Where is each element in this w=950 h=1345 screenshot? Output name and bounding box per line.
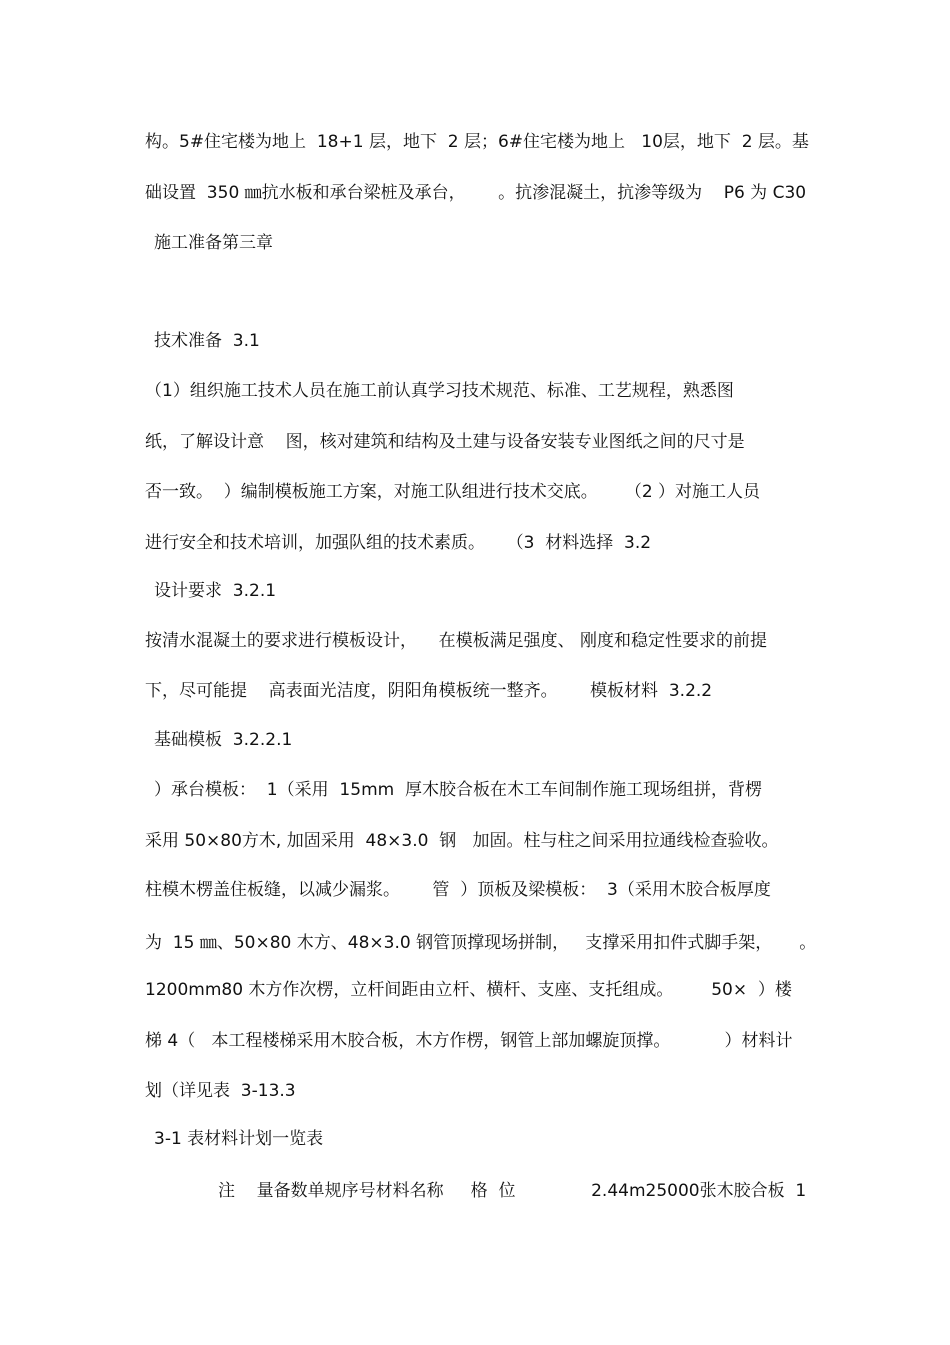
paragraph-line: 构。5#住宅楼为地上 18+1 层，地下 2 层；6#住宅楼为地上 10层，地下 2 层。基 [145,132,809,152]
table-caption: 3-1 表材料计划一览表 [154,1129,324,1149]
section-heading: 技术准备 3.1 [154,331,260,351]
paragraph-line: 柱模木楞盖住板缝，以减少漏浆。 管 ）顶板及梁模板： 3（采用木胶合板厚度 [145,880,771,900]
paragraph-line: 否一致。 ）编制模板施工方案，对施工队组进行技术交底。 （2 ）对施工人员 [145,482,761,502]
paragraph-line: 下，尽可能提 高表面光洁度，阴阳角模板统一整齐。 模板材料 3.2.2 [145,681,713,701]
paragraph-line: 纸，了解设计意 图，核对建筑和结构及土建与设备安装专业图纸之间的尺寸是 [145,432,745,452]
paragraph-line: 础设置 350 ㎜抗水板和承台梁桩及承台， 。抗渗混凝土，抗渗等级为 P6 为 C30 [145,183,807,203]
paragraph-line: 进行安全和技术培训，加强队组的技术素质。 （3 材料选择 3.2 [145,533,652,553]
paragraph-line: 采用 50×80方木, 加固采用 48×3.0 钢 加固。柱与柱之间采用拉通线检查验收。 [145,831,779,851]
paragraph-line: ）承台模板： 1（采用 15mm 厚木胶合板在木工车间制作施工现场组拼，背楞 [154,780,762,800]
paragraph-line: 1200mm80 木方作次楞，立杆间距由立杆、横杆、支座、支托组成。 50× ）楼 [145,980,792,1000]
paragraph-line: 按清水混凝土的要求进行模板设计， 在模板满足强度、 刚度和稳定性要求的前提 [145,631,768,651]
paragraph-line: 梯 4（ 本工程楼梯采用木胶合板，木方作楞，钢管上部加螺旋顶撑。 ）材料计 [145,1031,793,1051]
section-heading: 基础模板 3.2.2.1 [154,730,293,750]
paragraph-line: 为 15 ㎜、50×80 木方、48×3.0 钢管顶撑现场拼制， 支撑采用扣件式脚手架， 。 [145,933,817,953]
paragraph-line: 划（详见表 3-13.3 [145,1081,296,1101]
chapter-heading: 施工准备第三章 [154,233,273,253]
paragraph-line: （1）组织施工技术人员在施工前认真学习技术规范、标准、工艺规程，熟悉图 [145,381,734,401]
table-header-row: 注 量备数单规序号材料名称 格 位 2.44m25000张木胶合板 1 [218,1181,807,1201]
section-heading: 设计要求 3.2.1 [154,581,277,601]
